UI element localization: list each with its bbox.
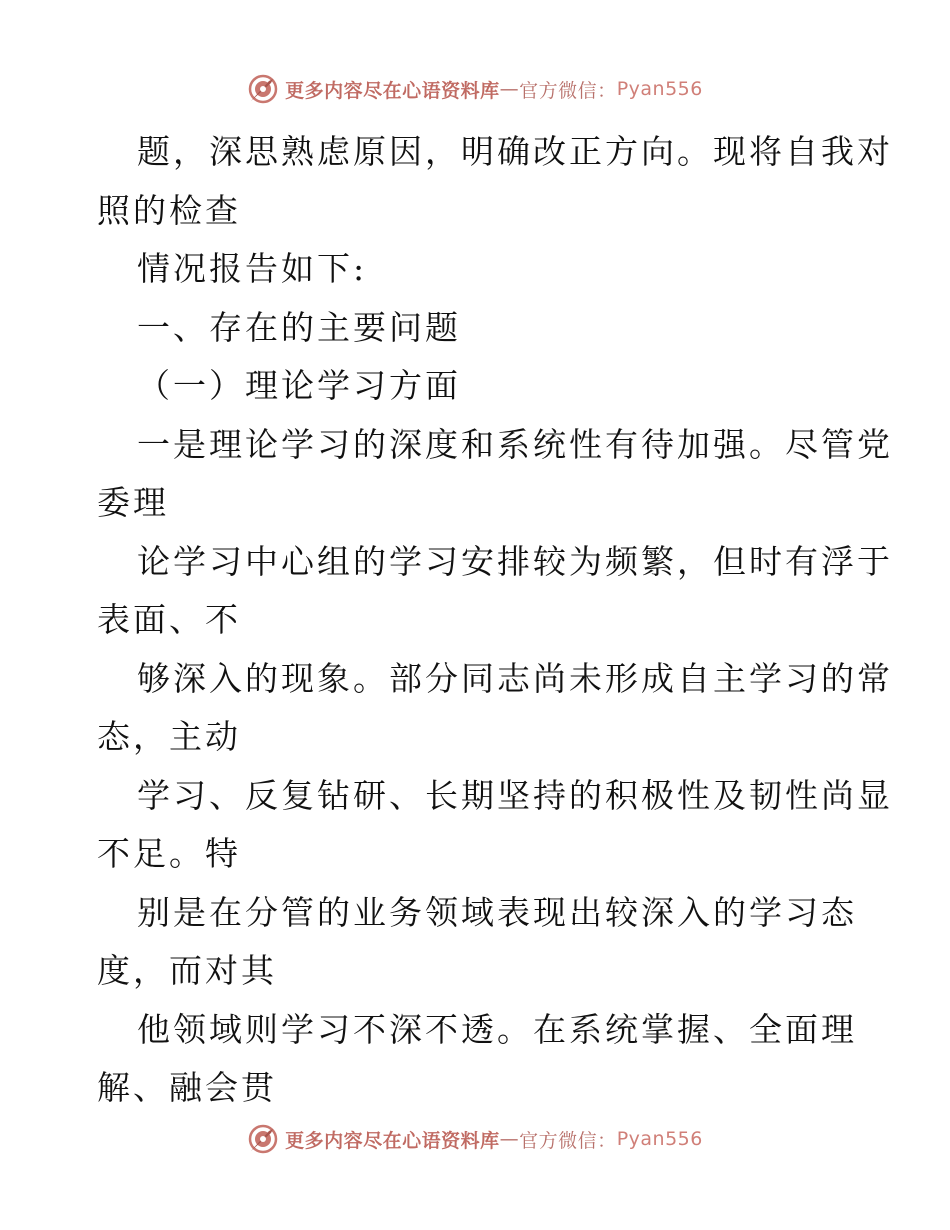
body-line: 一是理论学习的深度和系统性有待加强。尽管党	[137, 424, 893, 464]
body-line: 照的检查	[97, 190, 241, 230]
body-line: 别是在分管的业务领域表现出较深入的学习态	[137, 892, 857, 932]
header-wechat-id: Pyan556	[616, 78, 703, 100]
body-line: 够深入的现象。部分同志尚未形成自主学习的常	[137, 658, 893, 698]
body-line: 题，深思熟虑原因，明确改正方向。现将自我对	[137, 132, 893, 171]
header-banner	[0, 71, 950, 107]
body-line: 态，主动	[97, 717, 241, 756]
footer-wechat-id: Pyan556	[616, 1128, 703, 1150]
footer-wechat-label: 官方微信：	[519, 1129, 617, 1152]
body-line: 表面、不	[97, 600, 241, 639]
footer-separator: —	[499, 1128, 520, 1150]
body-line: 不足。特	[97, 834, 241, 873]
header-wechat-label: 官方微信：	[519, 79, 617, 102]
footer-site-text: 更多内容尽在心语资料库	[285, 1129, 500, 1152]
body-line: 论学习中心组的学习安排较为频繁，但时有浮于	[137, 541, 893, 581]
quill-seal-icon	[247, 73, 279, 105]
quill-seal-icon	[247, 1123, 279, 1155]
subsection-heading: （一）理论学习方面	[137, 366, 461, 405]
body-line: 情况报告如下:	[137, 249, 368, 288]
header-separator: —	[499, 78, 520, 100]
body-line: 度，而对其	[97, 951, 277, 990]
body-line: 解、融会贯	[97, 1068, 277, 1107]
document-body	[97, 123, 893, 1118]
body-line: 委理	[97, 483, 169, 522]
header-site-text: 更多内容尽在心语资料库	[285, 79, 500, 102]
body-line: 学习、反复钻研、长期坚持的积极性及韧性尚显	[137, 775, 893, 815]
body-line: 他领域则学习不深不透。在系统掌握、全面理	[137, 1009, 857, 1049]
footer-banner	[0, 1121, 950, 1157]
section-heading: 一、存在的主要问题	[137, 307, 461, 347]
